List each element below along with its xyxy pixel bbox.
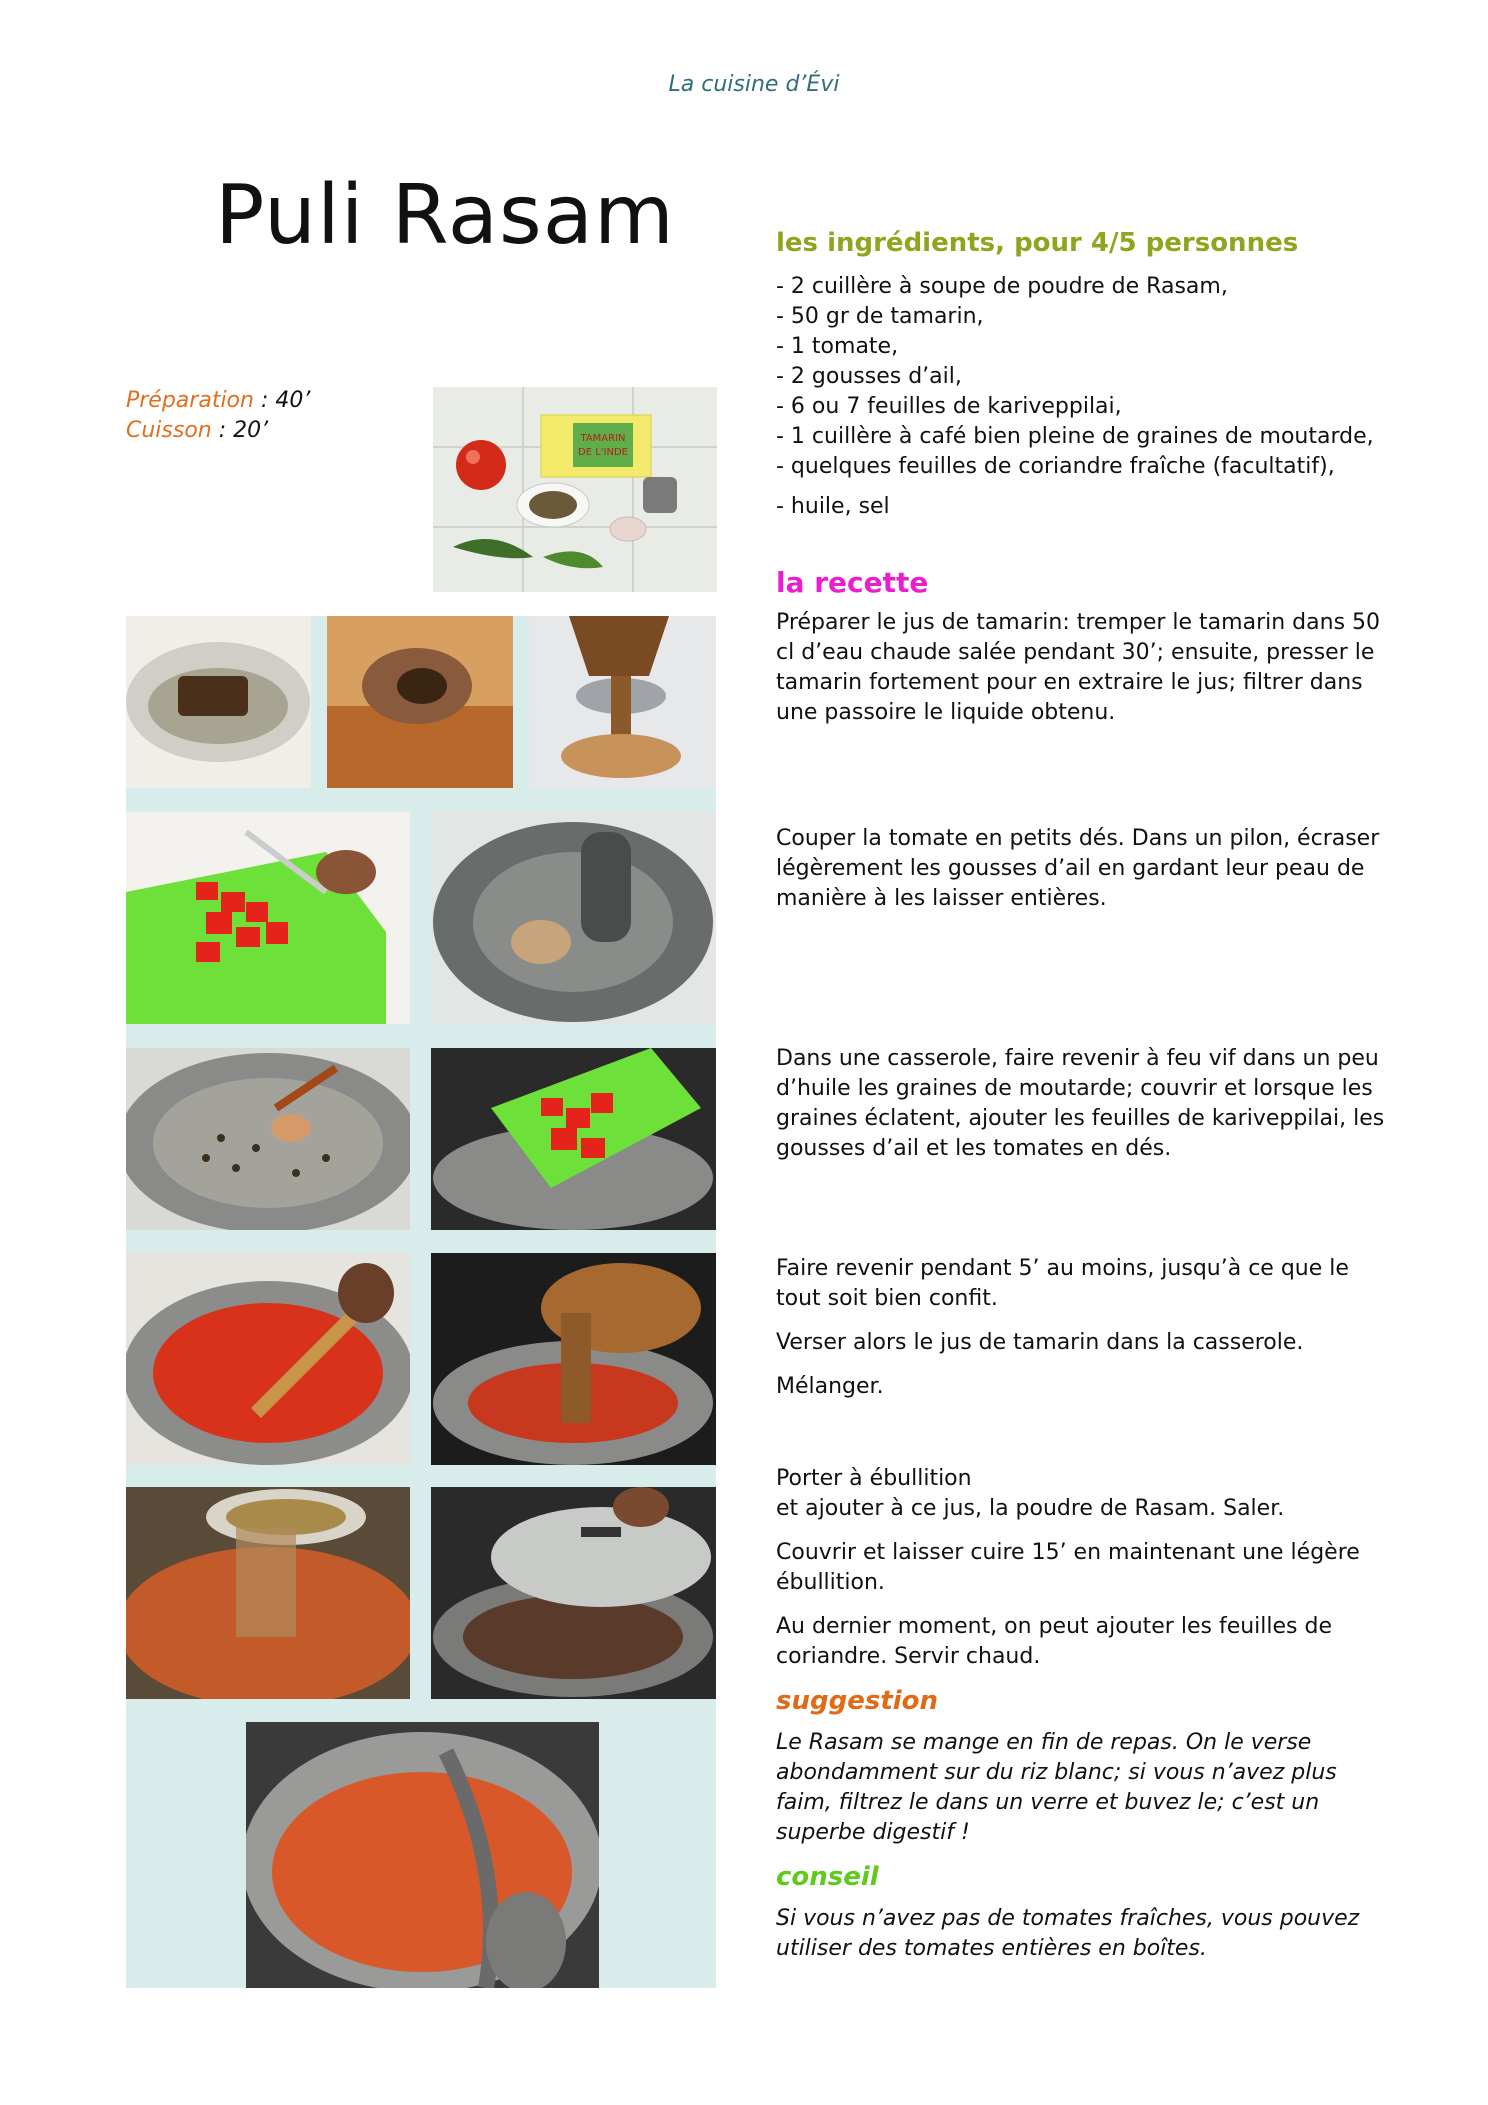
ingredients-list xyxy=(776,272,1386,482)
recipe-step-1: Préparer le jus de tamarin: tremper le tamarin dans 50 cl d’eau chaude salée pendant 30’; ensuite, presser le tamarin fortement pour en extraire le jus; filtrer dans une passoire le liquide obtenu. xyxy=(776,610,1381,725)
recipe-step-5c: Au dernier moment, on peut ajouter les feuilles de coriandre. Servir chaud. xyxy=(776,1614,1332,1669)
recipe-step-5b: Couvrir et laisser cuire 15’ en maintenant une légère ébullition. xyxy=(776,1540,1360,1595)
recipe-step-5a xyxy=(776,1464,1386,1524)
prep-time xyxy=(126,386,310,416)
time-info xyxy=(126,386,310,446)
conseil-heading: conseil xyxy=(776,1862,879,1892)
ingredient-item: - quelques feuilles de coriandre fraîche (facultatif), xyxy=(776,454,1335,479)
page-title: Puli Rasam xyxy=(215,168,675,263)
photo-cover-pot xyxy=(431,1487,716,1699)
photo-cooking-tomatoes xyxy=(126,1253,410,1465)
recipe-step-4b: Verser alors le jus de tamarin dans la casserole. xyxy=(776,1330,1304,1355)
package-label-line2: DE L'INDE xyxy=(578,447,628,458)
prep-label: Préparation xyxy=(126,388,254,413)
recipe-step-4a: Faire revenir pendant 5’ au moins, jusqu’à ce que le tout soit bien confit. xyxy=(776,1256,1349,1311)
photo-ingredients xyxy=(433,387,717,592)
cook-label: Cuisson xyxy=(126,418,212,443)
cook-time xyxy=(126,416,310,446)
photo-garlic-mortar xyxy=(431,812,716,1024)
ingredient-item: - 6 ou 7 feuilles de kariveppilai, xyxy=(776,394,1122,419)
photo-tamarin-soak xyxy=(126,616,311,788)
photo-rasam-final xyxy=(246,1722,599,1988)
package-label-line1: TAMARIN xyxy=(580,433,626,444)
photo-add-rasam-powder xyxy=(126,1487,410,1699)
photo-panel xyxy=(126,616,716,1988)
ingredient-extra: - huile, sel xyxy=(776,494,890,519)
prep-value: : 40’ xyxy=(260,388,311,413)
suggestion-text: Le Rasam se mange en fin de repas. On le verse abondamment sur du riz blanc; si vous n’avez plus faim, filtrez le dans un verre et buvez le; c’est un superbe digestif ! xyxy=(776,1730,1337,1845)
recipe-step-5a-line2: et ajouter à ce jus, la poudre de Rasam. Saler. xyxy=(776,1496,1285,1521)
photo-tamarin-filter xyxy=(529,616,716,788)
recipe-step-2: Couper la tomate en petits dés. Dans un pilon, écraser légèrement les gousses d’ail en gardant leur peau de manière à les laisser entières. xyxy=(776,826,1380,911)
ingredient-item: - 1 tomate, xyxy=(776,334,899,359)
recipe-step-3: Dans une casserole, faire revenir à feu vif dans un peu d’huile les graines de moutarde; couvrir et lorsque les graines éclatent, ajouter les feuilles de kariveppilai, les gousses d’ail et les tomates en dés. xyxy=(776,1046,1385,1161)
photo-add-tomatoes xyxy=(431,1048,716,1230)
suggestion-heading: suggestion xyxy=(776,1686,939,1716)
recipe-step-4c: Mélanger. xyxy=(776,1374,884,1399)
cook-value: : 20’ xyxy=(218,418,269,443)
photo-tamarin-squeeze xyxy=(327,616,513,788)
recipe-heading: la recette xyxy=(776,566,929,599)
ingredient-item: - 2 gousses d’ail, xyxy=(776,364,962,389)
photo-tomato-cutting xyxy=(126,812,410,1024)
site-header: La cuisine d’Évi xyxy=(668,72,840,97)
photo-pour-tamarin xyxy=(431,1253,716,1465)
ingredient-item: - 1 cuillère à café bien pleine de graines de moutarde, xyxy=(776,424,1374,449)
conseil-text: Si vous n’avez pas de tomates fraîches, vous pouvez utiliser des tomates entières en boîtes. xyxy=(776,1906,1360,1961)
ingredient-item: - 2 cuillère à soupe de poudre de Rasam, xyxy=(776,274,1228,299)
recipe-step-5a-line1: Porter à ébullition xyxy=(776,1466,972,1491)
recipe-text-column xyxy=(776,228,1386,1964)
photo-mustard-seeds xyxy=(126,1048,410,1230)
ingredient-item: - 50 gr de tamarin, xyxy=(776,304,984,329)
ingredients-heading: les ingrédients, pour 4/5 personnes xyxy=(776,228,1299,258)
